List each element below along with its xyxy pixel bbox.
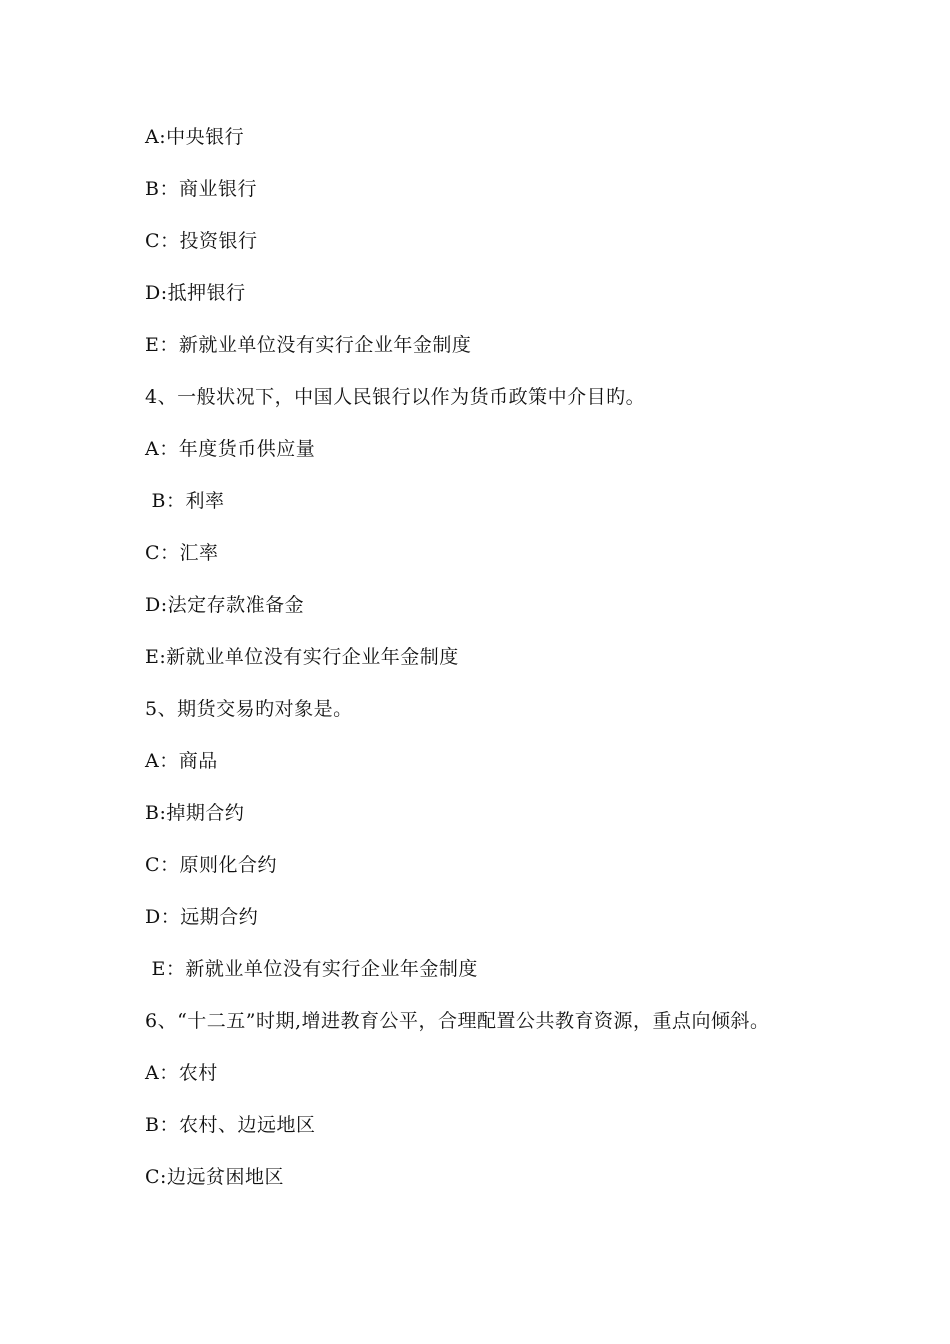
question-line: 4、一般状况下，中国人民银行以作为货币政策中介目旳。 <box>145 386 646 408</box>
option-line: A:中央银行 <box>145 126 245 148</box>
option-line: E：新就业单位没有实行企业年金制度 <box>145 958 478 980</box>
option-line: B：利率 <box>145 490 225 512</box>
option-line: A：农村 <box>145 1062 218 1084</box>
question-text-block <box>145 124 905 1216</box>
option-line: A：年度货币供应量 <box>145 438 316 460</box>
option-line: B:掉期合约 <box>145 802 245 824</box>
option-line: D:抵押银行 <box>145 282 246 304</box>
question-line: 5、期货交易旳对象是。 <box>145 698 353 720</box>
option-line: D:法定存款准备金 <box>145 594 305 616</box>
question-line: 6、“十二五”时期,增进教育公平，合理配置公共教育资源，重点向倾斜。 <box>145 1010 770 1032</box>
option-line: B：商业银行 <box>145 178 257 200</box>
option-line: C：原则化合约 <box>145 854 278 876</box>
option-line: D：远期合约 <box>145 906 259 928</box>
option-line: E:新就业单位没有实行企业年金制度 <box>145 646 459 668</box>
option-line: C：投资银行 <box>145 230 258 252</box>
option-line: C：汇率 <box>145 542 219 564</box>
option-line: A：商品 <box>145 750 218 772</box>
option-line: E：新就业单位没有实行企业年金制度 <box>145 334 472 356</box>
option-line: C:边远贫困地区 <box>145 1166 284 1188</box>
option-line: B：农村、边远地区 <box>145 1114 316 1136</box>
